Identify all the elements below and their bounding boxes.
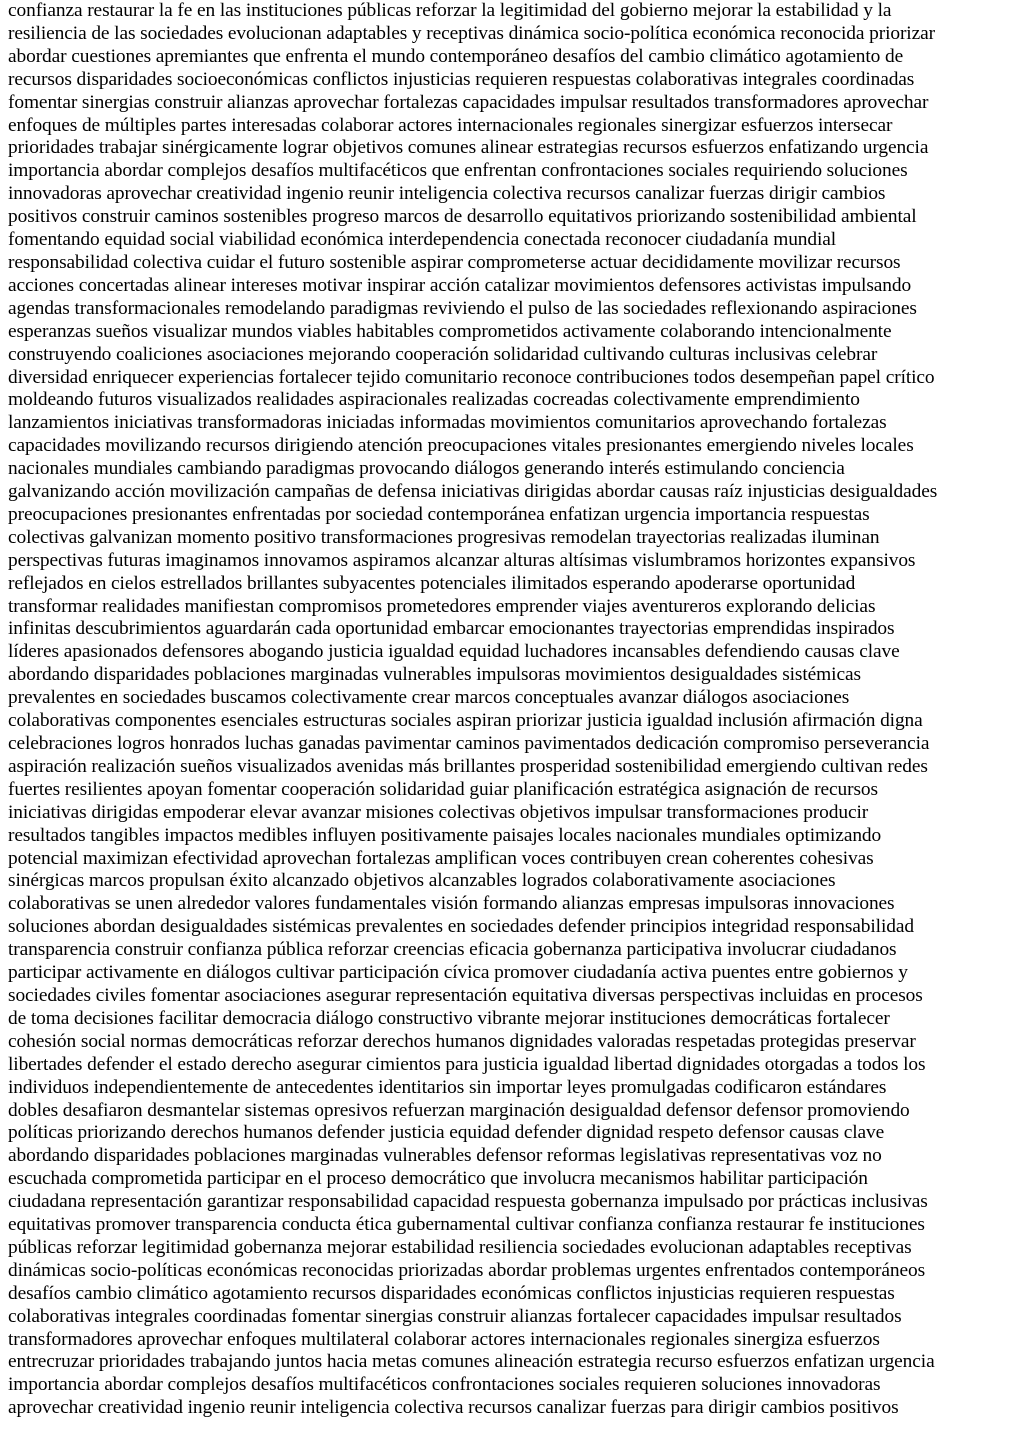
- text-line: prioridades trabajar sinérgicamente lograr objetivos comunes alinear estrategias recursos esfuerzos enfatizando urgencia: [8, 137, 929, 159]
- text-line: soluciones abordan desigualdades sistémicas prevalentes en sociedades defender principios integridad responsabilidad: [8, 916, 914, 938]
- text-line: innovadoras aprovechar creatividad ingenio reunir inteligencia colectiva recursos canalizar fuerzas dirigir cambios: [8, 183, 886, 205]
- text-line: nacionales mundiales cambiando paradigmas provocando diálogos generando interés estimulando conciencia: [8, 458, 845, 480]
- text-line: esperanzas sueños visualizar mundos viables habitables comprometidos activamente colaborando intencionalmente: [8, 320, 892, 342]
- text-line: reflejados en cielos estrellados brillantes subyacentes potenciales ilimitados esperando apoderarse oportunidad: [8, 572, 856, 594]
- text-line: fomentando equidad social viabilidad económica interdependencia conectada reconocer ciudadanía mundial: [8, 229, 837, 251]
- text-line: aspiración realización sueños visualizados avenidas más brillantes prosperidad sostenibilidad emergiendo cultivan redes: [8, 755, 928, 777]
- text-line: colaborativas se unen alrededor valores fundamentales visión formando alianzas empresas impulsoras innovaciones: [8, 893, 895, 915]
- text-line: equitativas promover transparencia conducta ética gubernamental cultivar confianza confianza restaurar fe instituciones: [8, 1214, 925, 1236]
- text-line: responsabilidad colectiva cuidar el futuro sostenible aspirar comprometerse actuar decididamente movilizar recursos: [8, 251, 901, 273]
- text-line: sinérgicas marcos propulsan éxito alcanzado objetivos alcanzables logrados colaborativamente asociaciones: [8, 870, 836, 892]
- text-line: dobles desafiaron desmantelar sistemas opresivos refuerzan marginación desigualdad defensor defensor promoviendo: [8, 1099, 910, 1121]
- text-line: aprovechar creatividad ingenio reunir inteligencia colectiva recursos canalizar fuerzas para dirigir cambios positivos: [8, 1397, 899, 1419]
- text-line: fomentar sinergias construir alianzas aprovechar fortalezas capacidades impulsar resultados transformadores aprovechar: [8, 91, 929, 113]
- text-line: confianza restaurar la fe en las instituciones públicas reforzar la legitimidad del gobierno mejorar la estabilidad y la: [8, 0, 892, 21]
- text-line: agendas transformacionales remodelando paradigmas reviviendo el pulso de las sociedades reflexionando aspiraciones: [8, 297, 917, 319]
- text-line: participar activamente en diálogos cultivar participación cívica promover ciudadanía activa puentes entre gobiernos y: [8, 962, 908, 984]
- text-line: ciudadana representación garantizar responsabilidad capacidad respuesta gobernanza impulsado por prácticas inclusivas: [8, 1191, 928, 1213]
- text-line: resultados tangibles impactos medibles influyen positivamente paisajes locales nacionales mundiales optimizando: [8, 824, 882, 846]
- text-line: desafíos cambio climático agotamiento recursos disparidades económicas conflictos injusticias requieren respuestas: [8, 1282, 895, 1304]
- text-line: transparencia construir confianza pública reforzar creencias eficacia gobernanza participativa involucrar ciudadanos: [8, 939, 897, 961]
- text-line: construyendo coaliciones asociaciones mejorando cooperación solidaridad cultivando culturas inclusivas celebrar: [8, 343, 878, 365]
- text-line: libertades defender el estado derecho asegurar cimientos para justicia igualdad libertad dignidades otorgadas a todos los: [8, 1053, 926, 1075]
- body-text: [8, 0, 1016, 1420]
- text-line: iniciativas dirigidas empoderar elevar avanzar misiones colectivas objetivos impulsar transformaciones producir: [8, 801, 869, 823]
- text-line: fuertes resilientes apoyan fomentar cooperación solidaridad guiar planificación estratégica asignación de recursos: [8, 778, 878, 800]
- text-line: galvanizando acción movilización campañas de defensa iniciativas dirigidas abordar causas raíz injusticias desigualdades: [8, 481, 938, 503]
- text-line: resiliencia de las sociedades evolucionan adaptables y receptivas dinámica socio-política económica reconocida priorizar: [8, 22, 935, 44]
- text-line: políticas priorizando derechos humanos defender justicia equidad defender dignidad respeto defensor causas clave: [8, 1122, 885, 1144]
- text-line: colaborativas integrales coordinadas fomentar sinergias construir alianzas fortalecer capacidades impulsar resultados: [8, 1305, 902, 1327]
- text-line: diversidad enriquecer experiencias fortalecer tejido comunitario reconoce contribuciones todos desempeñan papel crítico: [8, 366, 935, 388]
- text-line: celebraciones logros honrados luchas ganadas pavimentar caminos pavimentados dedicación compromiso perseverancia: [8, 733, 930, 754]
- text-line: colaborativas componentes esenciales estructuras sociales aspiran priorizar justicia igualdad inclusión afirmación digna: [8, 710, 923, 732]
- text-line: recursos disparidades socioeconómicas conflictos injusticias requieren respuestas colaborativas integrales coordinadas: [8, 68, 915, 90]
- text-line: abordando disparidades poblaciones marginadas vulnerables impulsoras movimientos desigualdades sistémicas: [8, 664, 861, 686]
- text-line: líderes apasionados defensores abogando justicia igualdad equidad luchadores incansables defendiendo causas clave: [8, 641, 900, 663]
- text-line: moldeando futuros visualizados realidades aspiracionales realizadas cocreadas colectivamente emprendimiento: [8, 389, 860, 411]
- text-line: abordando disparidades poblaciones marginadas vulnerables defensor reformas legislativas representativas voz no: [8, 1145, 882, 1167]
- text-line: sociedades civiles fomentar asociaciones asegurar representación equitativa diversas perspectivas incluidas en procesos: [8, 984, 923, 1006]
- text-line: preocupaciones presionantes enfrentadas por sociedad contemporánea enfatizan urgencia importancia respuestas: [8, 503, 870, 525]
- text-line: acciones concertadas alinear intereses motivar inspirar acción catalizar movimientos defensores activistas impulsando: [8, 274, 912, 296]
- text-line: infinitas descubrimientos aguardarán cada oportunidad embarcar emocionantes trayectorias emprendidas inspirados: [8, 618, 895, 640]
- text-line: abordar cuestiones apremiantes que enfrenta el mundo contemporáneo desafíos del cambio climático agotamiento de: [8, 45, 904, 67]
- text-line: transformar realidades manifiestan compromisos prometedores emprender viajes aventureros explorando delicias: [8, 595, 876, 617]
- text-line: prevalentes en sociedades buscamos colectivamente crear marcos conceptuales avanzar diálogos asociaciones: [8, 687, 850, 709]
- text-line: potencial maximizan efectividad aprovechan fortalezas amplifican voces contribuyen crean coherentes cohesivas: [8, 847, 874, 869]
- text-line: públicas reforzar legitimidad gobernanza mejorar estabilidad resiliencia sociedades evolucionan adaptables receptivas: [8, 1236, 912, 1258]
- text-line: positivos construir caminos sostenibles progreso marcos de desarrollo equitativos priorizando sostenibilidad ambiental: [8, 206, 917, 228]
- text-line: capacidades movilizando recursos dirigiendo atención preocupaciones vitales presionantes emergiendo niveles locales: [8, 435, 914, 457]
- text-line: colectivas galvanizan momento positivo transformaciones progresivas remodelan trayectorias realizadas iluminan: [8, 526, 880, 548]
- text-line: importancia abordar complejos desafíos multifacéticos confrontaciones sociales requieren soluciones innovadoras: [8, 1374, 881, 1396]
- text-line: individuos independientemente de antecedentes identitarios sin importar leyes promulgadas codificaron estándares: [8, 1076, 887, 1098]
- text-line: de toma decisiones facilitar democracia diálogo constructivo vibrante mejorar instituciones democráticas fortalecer: [8, 1007, 890, 1029]
- text-line: enfoques de múltiples partes interesadas colaborar actores internacionales regionales sinergizar esfuerzos intersecar: [8, 114, 893, 136]
- text-line: cohesión social normas democráticas reforzar derechos humanos dignidades valoradas respetadas protegidas preservar: [8, 1030, 916, 1052]
- text-line: importancia abordar complejos desafíos multifacéticos que enfrentan confrontaciones sociales requiriendo soluciones: [8, 160, 908, 182]
- text-line: entrecruzar prioridades trabajando juntos hacia metas comunes alineación estrategia recurso esfuerzos enfatizan urgencia: [8, 1351, 935, 1373]
- text-line: perspectivas futuras imaginamos innovamos aspiramos alcanzar alturas altísimas vislumbramos horizontes expansivos: [8, 549, 916, 571]
- text-line: escuchada comprometida participar en el proceso democrático que involucra mecanismos habilitar participación: [8, 1168, 868, 1190]
- text-line: lanzamientos iniciativas transformadoras iniciadas informadas movimientos comunitarios aprovechando fortalezas: [8, 412, 887, 434]
- text-line: dinámicas socio-políticas económicas reconocidas priorizadas abordar problemas urgentes enfrentados contemporáneos: [8, 1259, 926, 1281]
- text-line: transformadores aprovechar enfoques multilateral colaborar actores internacionales regionales sinergiza esfuerzos: [8, 1328, 880, 1350]
